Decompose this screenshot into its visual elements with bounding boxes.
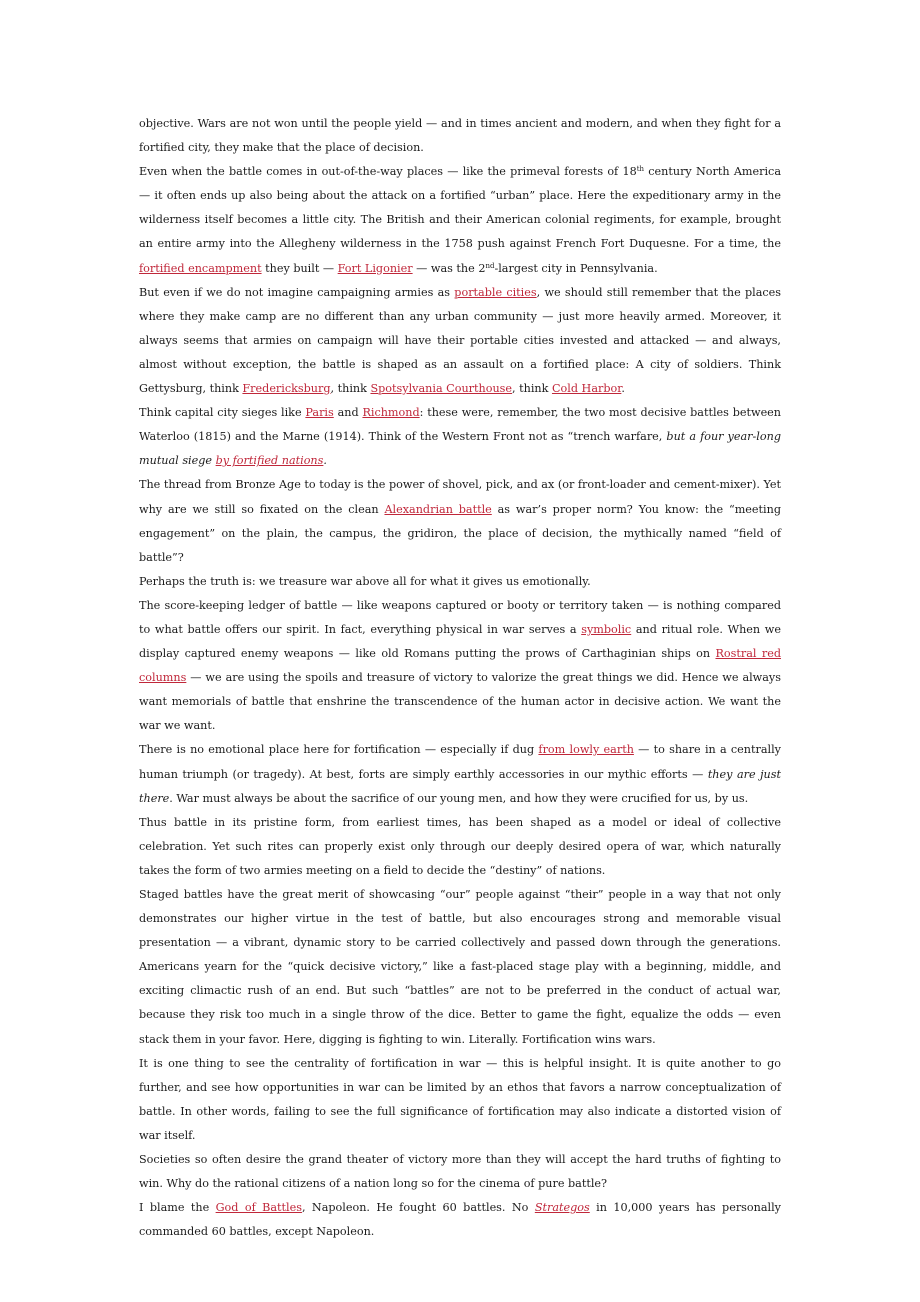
text-run: , think <box>512 382 552 396</box>
text-run: : these were, remember, the two most decisive battles between Waterloo (1815) and the Marne (1914). Think of the Western Front not as “trench warfare, <box>139 406 782 444</box>
text-run: in 10,000 years has personally commanded 60 battles, except Napoleon. <box>139 1201 782 1239</box>
emphasis-text: they are just there <box>139 767 781 805</box>
text-run: But even if we do not imagine campaigning armies as <box>139 285 455 299</box>
inline-link[interactable]: symbolic <box>581 622 632 636</box>
paragraph <box>139 1052 781 1148</box>
inline-link[interactable]: Fredericksburg <box>242 382 331 396</box>
emphasis-text: . <box>323 454 327 468</box>
paragraph <box>139 883 781 1052</box>
text-run: — to share in a centrally human triumph (or tragedy). At best, forts are simply earthly accessories in our mythic efforts — <box>139 743 781 781</box>
inline-link[interactable]: God of Battles <box>215 1201 302 1215</box>
text-run: I blame the <box>139 1201 216 1215</box>
text-run: Thus battle in its pristine form, from earliest times, has been shaped as a model or ideal of collective celebration. Yet such rites can properly exist only through our deeply desired opera of war, which naturally takes the form of two armies meeting on a field to decide the “destiny” of nations. <box>139 815 781 877</box>
text-run: , think <box>330 382 371 396</box>
paragraph <box>139 594 781 739</box>
text-run: — we are using the spoils and treasure of victory to valorize the great things we did. Hence we always want memorials of battle that enshrine the transcendence of the human actor in decisive action. We want the war we want. <box>139 671 781 733</box>
paragraph <box>139 473 781 569</box>
inline-link[interactable]: Cold Harbor <box>551 382 622 396</box>
inline-link[interactable]: Alexandrian battle <box>384 502 492 516</box>
inline-link[interactable]: portable cities <box>454 285 537 299</box>
paragraph <box>139 160 781 280</box>
text-run: century North America — it often ends up also being about the attack on a fortified “urban” place. Here the expeditionary army in the wilderness itself becomes a little city. The British and their American colonial regiments, for example, brought an entire army into the Allegheny wilderness in the 1758 push against French Fort Duquesne. For a time, the <box>139 165 781 251</box>
text-run: Societies so often desire the grand theater of victory more than they will accept the hard truths of fighting to win. Why do the rational citizens of a nation long so for the cinema of pure battle? <box>139 1153 781 1191</box>
paragraph <box>139 281 781 401</box>
document-body <box>139 112 781 1244</box>
text-run: , Napoleon. He fought 60 battles. No <box>301 1201 535 1215</box>
text-run: Perhaps the truth is: we treasure war above all for what it gives us emotionally. <box>139 574 591 588</box>
emphasis-text: but a four year-long mutual siege <box>139 430 781 468</box>
inline-link[interactable]: from lowly earth <box>538 743 634 757</box>
text-run: The thread from Bronze Age to today is the power of shovel, pick, and ax (or front-loader and cement-mixer). Yet why are we still so fixated on the clean <box>139 478 781 516</box>
inline-link[interactable]: Rostral red columns <box>139 647 781 685</box>
paragraph <box>139 570 781 594</box>
text-run: . <box>621 382 625 396</box>
ordinal-suffix: nd <box>485 261 495 270</box>
text-run: The score-keeping ledger of battle — like weapons captured or booty or territory taken — is nothing compared to what battle offers our spirit. In fact, everything physical in war serves a <box>139 598 781 636</box>
inline-link[interactable]: by fortified nations <box>215 454 324 468</box>
text-run: and ritual role. When we display captured enemy weapons — like old Romans putting the prows of Carthaginian ships on <box>139 622 781 661</box>
text-run: Even when the battle comes in out-of-the-way places — like the primeval forests of 18 <box>139 165 637 179</box>
text-run: they built — <box>261 261 338 275</box>
text-run: , we should still remember that the places where they make camp are no different than any urban community — just more heavily armed. Moreover, it always seems that armies on campaign will have their portable cities invested and attacked — and always, almost without exception, the battle is shaped as an assault on a fortified place: A city of soldiers. Think Gettysburg, think <box>139 285 782 396</box>
text-run: as war’s proper norm? You know: the “meeting engagement” on the plain, the campus, the gridiron, the place of decision, the mythically named “field of battle”? <box>139 502 781 564</box>
text-run: Staged battles have the great merit of showcasing “our” people against “their” people in a way that not only demonstrates our higher virtue in the test of battle, but also encourages strong and memorable visual presentation — a vibrant, dynamic story to be carried collectively and passed down through the generations. Americans yearn for the “quick decisive victory,” like a fast-placed stage play with a beginning, middle, and exciting climactic rush of an end. But such “battles” are not to be preferred in the conduct of actual war, because they risk too much in a single throw of the dice. Better to game the fight, equalize the odds — even stack them in your favor. Here, digging is fighting to win. Literally. Fortification wins wars. <box>139 888 781 1046</box>
inline-link[interactable]: Fort Ligonier <box>337 261 413 275</box>
text-run: . War must always be about the sacrifice of our young men, and how they were crucified for us, by us. <box>169 791 749 805</box>
text-run: There is no emotional place here for fortification — especially if dug <box>139 743 539 757</box>
inline-link[interactable]: fortified encampment <box>139 261 262 275</box>
ordinal-suffix: th <box>636 165 645 174</box>
paragraph <box>139 811 781 883</box>
text-run: — was the 2 <box>412 261 486 275</box>
inline-link[interactable]: Paris <box>305 406 334 420</box>
inline-link[interactable]: Spotsylvania Courthouse <box>370 382 513 396</box>
inline-link[interactable]: Strategos <box>534 1201 590 1215</box>
text-run: -largest city in Pennsylvania. <box>494 261 658 275</box>
paragraph <box>139 112 781 160</box>
paragraph <box>139 401 781 473</box>
text-run: and <box>333 406 363 420</box>
text-run: objective. Wars are not won until the people yield — and in times ancient and modern, and when they fight for a fortified city, they make that the place of decision. <box>139 117 781 155</box>
inline-link[interactable]: Richmond <box>362 406 420 420</box>
paragraph <box>139 1148 781 1196</box>
paragraph <box>139 738 781 810</box>
text-run: It is one thing to see the centrality of fortification in war — this is helpful insight. It is quite another to go further, and see how opportunities in war can be limited by an ethos that favors a narrow conceptualization of battle. In other words, failing to see the full significance of fortification may also indicate a distorted vision of war itself. <box>139 1056 781 1142</box>
text-run: Think capital city sieges like <box>139 406 306 420</box>
paragraph <box>139 1196 781 1244</box>
